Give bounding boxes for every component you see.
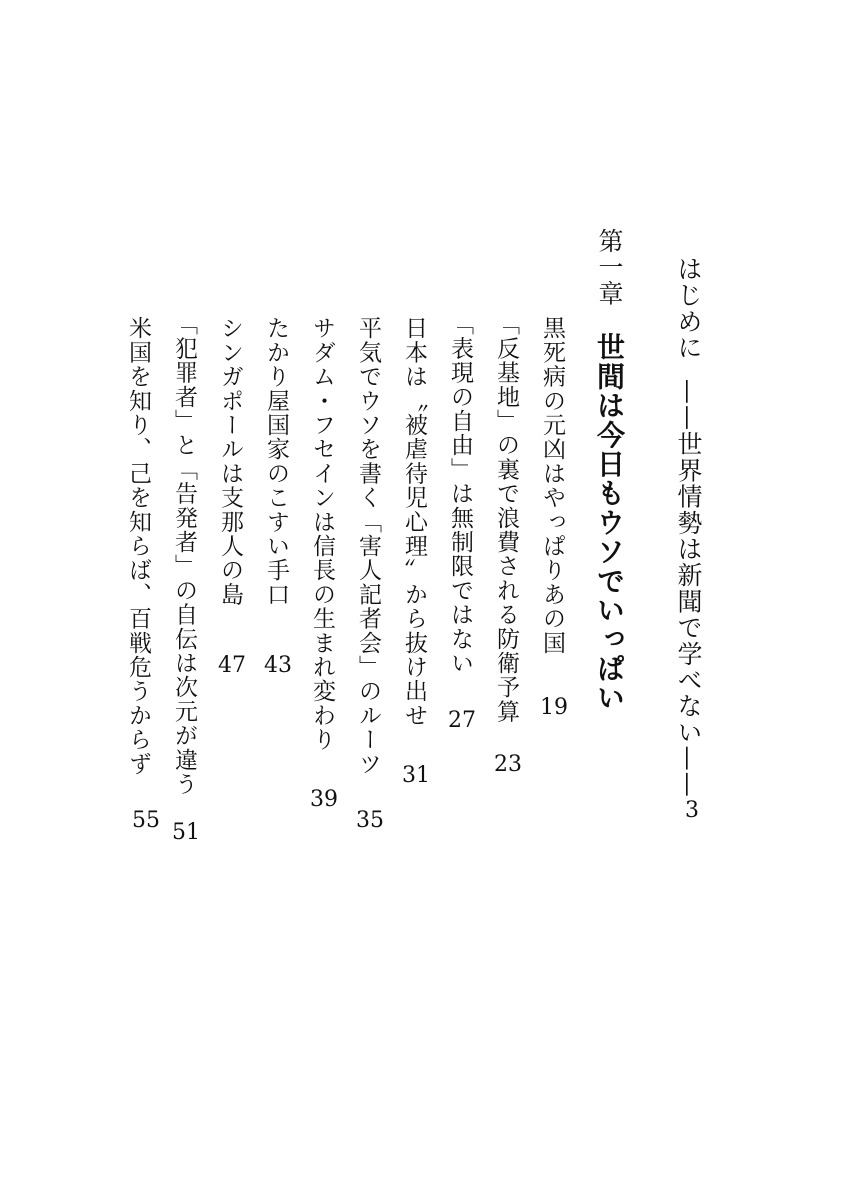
toc-entry-9: [172, 312, 195, 796]
toc-entry-page-2: 23: [494, 752, 522, 777]
toc-entry-page-3: 27: [448, 708, 476, 733]
toc-entry-title: 平気でウソを書く「害人記者会」のルーツ: [355, 316, 381, 776]
preface-page-number: 3: [685, 798, 699, 823]
toc-entry-3: [448, 312, 471, 675]
toc-entry-page-4: 31: [402, 763, 430, 788]
toc-entry-title: 「表現の自由」は無制限ではない: [447, 312, 473, 675]
toc-entry-page-9: 51: [172, 820, 200, 845]
toc-entry-2: [494, 312, 517, 723]
toc-entry-title: シンガポールは支那人の島: [217, 316, 243, 607]
toc-entry-title: 黒死病の元凶はやっぱりあの国: [539, 316, 565, 655]
chapter-heading: [593, 228, 626, 713]
toc-entry-page-5: 35: [356, 808, 384, 833]
toc-entry-page-1: 19: [540, 695, 568, 720]
toc-entry-title: たかり屋国家のこすい手口: [263, 316, 289, 607]
chapter-title: 世間は今日もウソでいっぱい: [593, 332, 626, 713]
toc-entry-1: [540, 316, 563, 655]
preface-label: はじめに: [674, 256, 703, 361]
toc-entry-8: [218, 316, 241, 606]
toc-entry-title: 「犯罪者」と「告発者」の自伝は次元が違う: [171, 312, 197, 796]
toc-entry-4: [402, 316, 425, 727]
preface-subtitle: ——世界情勢は新聞で学べない——: [674, 378, 703, 799]
toc-entry-5: [356, 316, 379, 776]
toc-entry-title: サダム・フセインは信長の生まれ変わり: [309, 316, 335, 752]
toc-entry-page-6: 39: [310, 787, 338, 812]
toc-entry-page-10: 55: [132, 808, 160, 833]
toc-entry-title: 「反基地」の裏で浪費される防衛予算: [493, 312, 519, 724]
toc-entry-6: [310, 316, 333, 752]
toc-entry-page-7: 43: [264, 653, 292, 678]
preface-line: [676, 256, 701, 798]
toc-entry-page-8: 47: [218, 653, 246, 678]
chapter-label: 第一章: [595, 228, 624, 307]
toc-entry-title: 米国を知り、己を知らば、百戦危うからず: [125, 316, 151, 776]
toc-entry-title: 日本は〝被虐待児心理〟から抜け出せ: [401, 316, 427, 728]
toc-entry-7: [264, 316, 287, 606]
toc-entry-10: [126, 316, 149, 776]
